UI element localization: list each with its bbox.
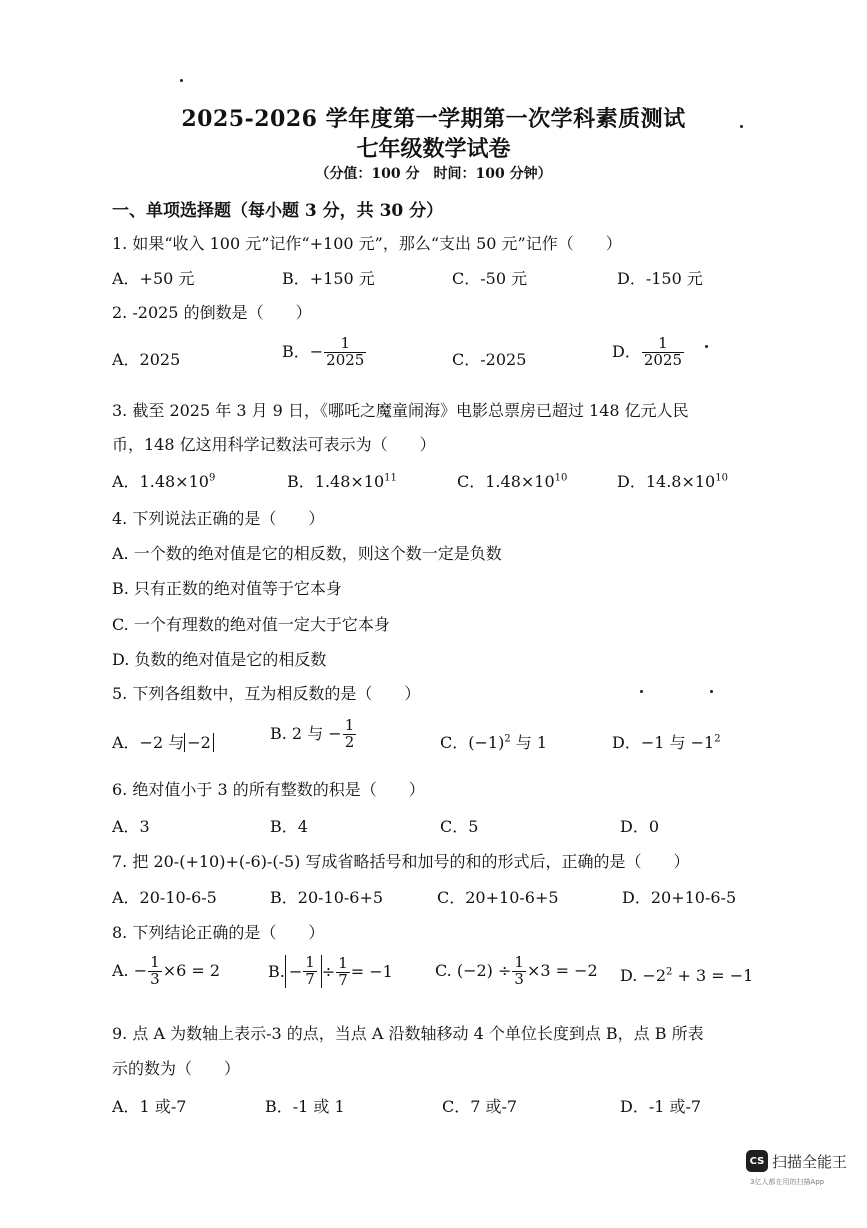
q2-option-d-fraction: $\frac{1}{2025}$	[643, 334, 683, 369]
q4-option-c: C. 一个有理数的绝对值一定大于它本身	[112, 615, 390, 634]
q4-option-b: B. 只有正数的绝对值等于它本身	[112, 579, 342, 598]
scan-speck	[180, 79, 183, 82]
q7-option-d: D．20+10-6-5	[622, 888, 737, 907]
q5-option-a-abs: −2	[184, 733, 214, 752]
q2-option-d	[612, 336, 685, 369]
q1-stem: 1. 如果“收入 100 元”记作“+100 元”，那么“支出 50 元”记作（ ）	[112, 234, 622, 253]
q6-option-b: B．4	[270, 817, 308, 836]
q5-option-c: C．$(-1)^2$ 与 1	[440, 733, 548, 752]
q1-option-c: C．-50 元	[452, 269, 528, 288]
q6-option-d: D．0	[620, 817, 660, 836]
scan-speck	[640, 690, 643, 693]
q1-option-a: A．+50 元	[112, 269, 195, 288]
q3-option-a: A．$1.48\times 10^9$	[112, 472, 216, 491]
q4-stem: 4. 下列说法正确的是（ ）	[112, 509, 325, 528]
q3-stem-line1: 3. 截至 2025 年 3 月 9 日，《哪吒之魔童闹海》电影总票房已超过 148 亿元人民	[112, 401, 689, 420]
q9-stem-line2: 示的数为（ ）	[112, 1059, 241, 1078]
exam-meta: （分值：100 分 时间：100 分钟）	[315, 166, 552, 182]
q7-option-b: B．20-10-6+5	[270, 888, 384, 907]
section-heading: 一、单项选择题（每小题 3 分，共 30 分）	[112, 201, 444, 221]
q7-option-a: A．20-10-6-5	[112, 888, 217, 907]
q9-option-c: C．7 或-7	[442, 1097, 518, 1116]
q2-stem: 2. -2025 的倒数是（ ）	[112, 303, 312, 322]
q8-option-b: B. − $\frac{1}{7}$ ÷ $\frac{1}{7}$ = −1	[268, 953, 393, 989]
q9-stem-line1: 9. 点 A 为数轴上表示-3 的点，当点 A 沿数轴移动 4 个单位长度到点 B，点 B 所表	[112, 1024, 704, 1043]
q2-option-b	[282, 336, 367, 369]
q6-option-c: C．5	[440, 817, 479, 836]
q5-option-b: B. 2 与 − $\frac{1}{2}$	[270, 716, 355, 751]
q3-option-d: D．$14.8\times 10^{10}$	[617, 472, 728, 491]
q8-option-a: A. − $\frac{1}{3}$ ×6 = 2	[112, 953, 221, 988]
q6-option-a: A．3	[112, 817, 150, 836]
scan-speck	[740, 125, 743, 128]
q7-option-c: C．20+10-6+5	[437, 888, 559, 907]
q1-option-b: B．+150 元	[282, 269, 375, 288]
watermark-name: 扫描全能王	[772, 1152, 848, 1171]
scan-speck	[710, 690, 713, 693]
q2-option-b-fraction: $\frac{1}{2025}$	[326, 334, 365, 369]
q5-option-d: D．−1 与 $-1^2$	[612, 733, 721, 752]
exam-title: 2025-2026 学年度第一学期第一次学科素质测试	[181, 106, 686, 132]
q3-option-b: B．$1.48\times 10^{11}$	[287, 472, 397, 491]
q2-option-a: A．2025	[112, 350, 181, 369]
q8-option-d: D. $-2^2 + 3 = -1$	[620, 966, 754, 985]
q8-option-c: C. (−2) ÷ $\frac{1}{3}$ ×3 = −2	[435, 953, 598, 988]
q5-stem: 5. 下列各组数中，互为相反数的是（ ）	[112, 684, 421, 703]
q9-option-d: D．-1 或-7	[620, 1097, 702, 1116]
q2-option-d-prefix: D．	[612, 341, 641, 361]
scanner-watermark	[746, 1150, 847, 1172]
q1-option-d: D．-150 元	[617, 269, 703, 288]
q8-option-b-abs: − $\frac{1}{7}$	[285, 955, 322, 988]
q5-option-a: A．−2 与 −2	[112, 730, 214, 753]
scan-speck	[705, 345, 708, 348]
q8-option-c-fraction: $\frac{1}{3}$	[514, 953, 524, 988]
camscanner-logo-icon: CS	[746, 1150, 768, 1172]
q7-stem: 7. 把 20-(+10)+(-6)-(-5) 写成省略括号和加号的和的形式后，正确的是（ ）	[112, 852, 690, 871]
q2-option-b-prefix: B．−	[282, 341, 324, 361]
q9-option-b: B．-1 或 1	[265, 1097, 345, 1116]
q3-option-c: C．$1.48\times 10^{10}$	[457, 472, 568, 491]
watermark-tagline: 3亿人都在用的扫描App	[750, 1178, 825, 1186]
q4-option-a: A. 一个数的绝对值是它的相反数，则这个数一定是负数	[112, 544, 502, 563]
q6-stem: 6. 绝对值小于 3 的所有整数的积是（ ）	[112, 780, 425, 799]
q2-option-c: C．-2025	[452, 350, 527, 369]
q8-stem: 8. 下列结论正确的是（ ）	[112, 923, 325, 942]
exam-subtitle: 七年级数学试卷	[356, 136, 511, 162]
q4-option-d: D. 负数的绝对值是它的相反数	[112, 650, 327, 669]
q5-option-b-fraction: $\frac{1}{2}$	[344, 716, 355, 751]
q9-option-a: A．1 或-7	[112, 1097, 187, 1116]
q3-stem-line2: 币，148 亿这用科学记数法可表示为（ ）	[112, 435, 436, 454]
q8-option-a-fraction: $\frac{1}{3}$	[150, 953, 160, 988]
